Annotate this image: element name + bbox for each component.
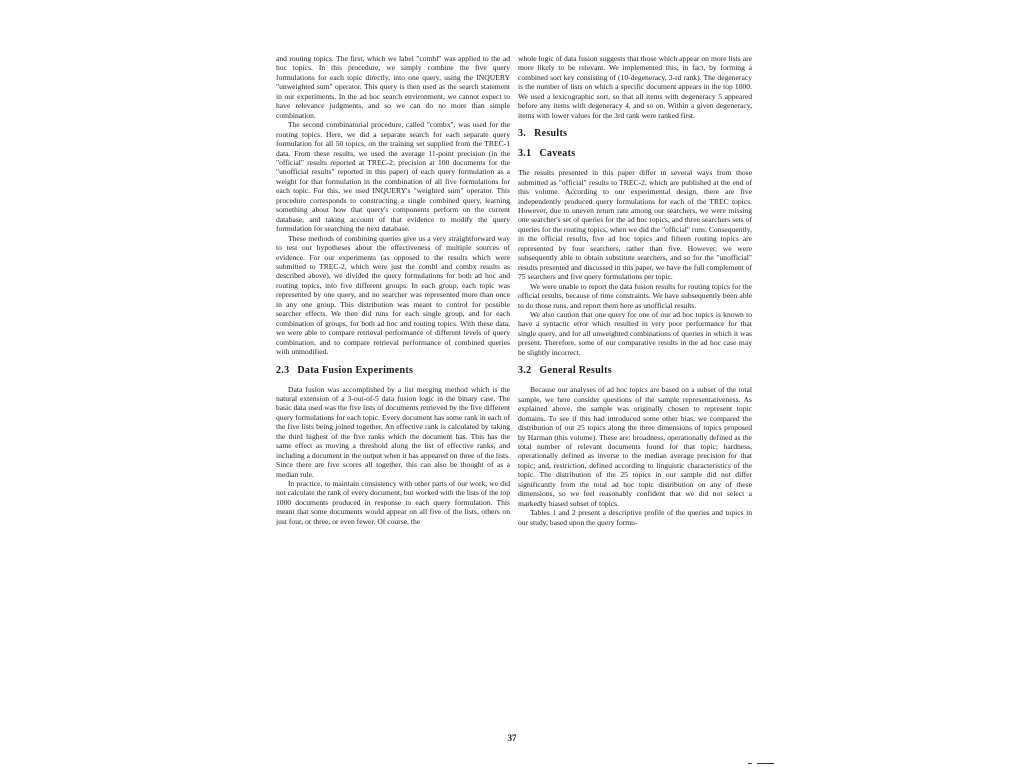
paragraph: We also caution that one query for one of our ad hoc topics is known to have a syntactic error which resulted in very poor performance for that single query, and for all unweighted combinations of queries in which it was present. Therefore, some of our comparative results in the ad hoc case may be slightly incorrect. xyxy=(518,309,752,357)
paragraph: and routing topics. The first, which we label "combl" was applied to the ad hoc topics. In this procedure, we simply combine the five query formulations for each topic directly, into one query, using the INQUERY "unweighted sum" operator. This query is then used as the search statement in our experiments. In the ad hoc search environment, we cannot expect to have relevance judgments, and so we can do no more than simple combination. xyxy=(276,54,510,120)
paragraph: whole logic of data fusion suggests that those which appear on more lists are more likely to be relevant. We implemented this, in fact, by forming a combined sort key consisting of (10-degeneracy, 3-rd rank). The degeneracy is the number of lists on which a specific document appears in the top 1000. We used a lexicographic sort, so that all items with degeneracy 5 appeared before any items with degeneracy 4, and so on. Within a given degeneracy, items with lower values for the 3rd rank were ranked first. xyxy=(518,54,752,120)
section-number: 3.2 xyxy=(518,365,532,377)
scan-mark-dash xyxy=(757,763,774,764)
scan-edge-mark xyxy=(748,758,774,764)
section-title: Data Fusion Experiments xyxy=(297,364,414,376)
paragraph: The second combinatorial procedure, called "combx", was used for the routing topics. Here, we did a separate search for each separate query formulation for all 50 topics, on the training set supplied from the TREC-1 data. From these results, we used the average 11-point precision (in the "official" results reported at TREC-2; precision at 100 documents for the "unofficial results" reported in this paper) of each query formulation as a weight for that formulation in the combination of all five formulations for each topic. For this, we used INQUERY's "weighted sum" operator. This procedure corresponds to constructing a single combined query, learning something about how that query's components perform on the current database, and taking account of that evidence to modify the query formulation for searching the next database. xyxy=(276,120,510,234)
right-column xyxy=(518,54,752,527)
paragraph: Because our analyses of ad hoc topics are based on a subset of the total sample, we here consider questions of the sample representativeness. As explained above, the sample was originally chosen to represent topic domains. To see if this had introduced some other bias, we compared the distribution of our 25 topics along the three dimensions of topics proposed by Harman (this volume). These are: broadness, operationally defined as the total number of relevant documents found for that topic; hardness, operationally defined as inverse to the median average precision for that topic; and, restriction, defined according to linguistic characteristics of the topic. The distribution of the 25 topics in our sample did not differ significantly from the total ad hoc topic distribution on any of these dimensions, so we feel reasonably confident that we did not select a markedly biased subset of topics. xyxy=(518,385,752,508)
section-heading-2-3 xyxy=(276,365,510,377)
paragraph: Tables 1 and 2 present a descriptive profile of the queries and topics in our study, based upon the query formu- xyxy=(518,508,752,527)
section-title: General Results xyxy=(539,365,612,377)
section-title: Caveats xyxy=(539,148,576,160)
section-number: 2.3 xyxy=(276,364,290,376)
paragraph: In practice, to maintain consistency with other parts of our work, we did not calculate the rank of every document, but worked with the lists of the top 1000 documents produced in response to each query formulation. This meant that some documents would appear on all five of the lists, others on just four, or three, or even fewer. Of course, the xyxy=(276,479,510,526)
section-title: Results xyxy=(534,128,568,140)
section-heading-3 xyxy=(518,128,752,140)
section-heading-3-1 xyxy=(518,148,752,160)
left-column xyxy=(276,54,510,526)
paragraph: The results presented in this paper differ in several ways from those submitted as "official" results to TREC-2, which are published at the end of this volume. According to our experimental design, there are five independently produced query formulations for each of the TREC topics. However, due to uneven return rate among our searchers, we were missing one searcher's set of queries for the ad hoc topics, and three searchers sets of queries for the routing topics, when we did the "official" runs. Consequently, in the official results, five ad hoc topics and fifteen routing topics are represented by four searchers, rather than five. However, we were subsequently able to obtain substitute searchers, and so for the "unofficial" results presented and discussed in this paper, we have the full complement of 75 searchers and five query formulations per topic. xyxy=(518,168,752,282)
page-number: 37 xyxy=(507,733,517,743)
section-heading-3-2 xyxy=(518,365,752,377)
section-number: 3. xyxy=(518,128,527,140)
paragraph: We were unable to report the data fusion results for routing topics for the official results, because of time constraints. We have subsequently been able to do those runs, and report them here as unofficial results. xyxy=(518,281,752,310)
section-number: 3.1 xyxy=(518,148,532,160)
paragraph: Data fusion was accomplished by a list merging method which is the natural extension of a 3-out-of-5 data fusion logic in the binary case. The basic data used was the five lists of documents retrieved by the five different query formulations for each topic. Every document has some rank in each of the five lists being joined together. An effective rank is calculated by taking the third highest of the five ranks which the document has. This has the same effect as moving a threshold along the list of effective ranks, and including a document in the output when it has appeared on three of the lists. Since there are five scores all together, this can also be thought of as a median rule. xyxy=(276,384,510,479)
paragraph: These methods of combining queries give us a very straightforward way to test our hypotheses about the effectiveness of multiple sources of evidence. For our experiments (as opposed to the results which were submitted to TREC-2, which were just the combl and combx results as described above), we divided the query formulations for both ad hoc and routing topics, into five different groups. In each group, each topic was represented by one query, and no searcher was represented more than once in any one group. This distribution was meant to control for possible searcher effects. We then did runs for each single group, and for each combination of groups, for both ad hoc and routing topics. With these data, we were able to compare retrieval performance of different levels of query combination, and to compare retrieval performance of combined queries with unmodified. xyxy=(276,233,510,357)
scan-mark-dash xyxy=(748,763,752,764)
